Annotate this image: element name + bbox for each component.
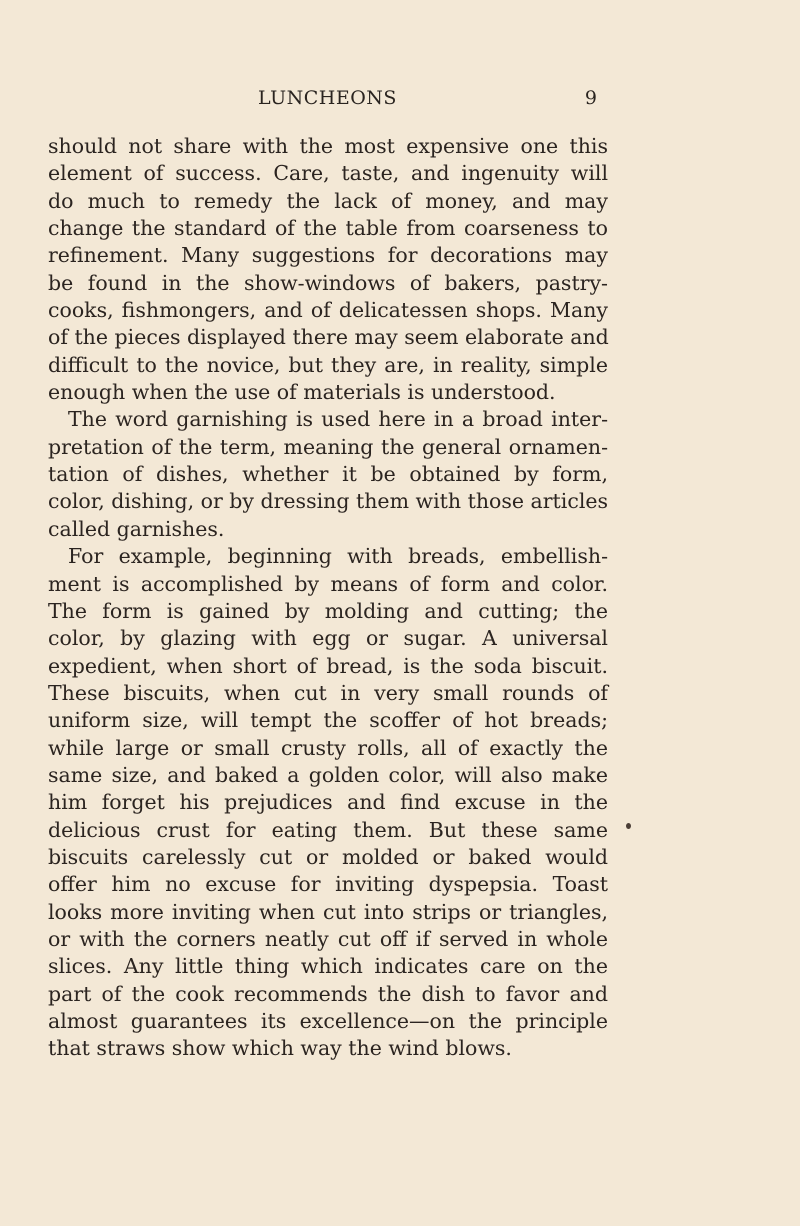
text-line: color, by glazing with egg or sugar. A universal (48, 626, 608, 651)
text-line: tation of dishes, whether it be obtained by form, (48, 462, 608, 487)
running-head: LUNCHEONS (258, 87, 397, 109)
text-line: slices. Any little thing which indicates care on the (48, 954, 608, 979)
page-body (48, 133, 608, 1063)
text-line: uniform size, will tempt the scoffer of hot breads; (48, 708, 608, 733)
text-line: These biscuits, when cut in very small rounds of (48, 680, 608, 705)
text-line: expedient, when short of bread, is the soda biscuit. (48, 653, 608, 678)
text-line: ment is accomplished by means of form and color. (48, 571, 608, 596)
text-line: called garnishes. (48, 516, 225, 541)
text-line: refinement. Many suggestions for decorations may (48, 243, 608, 268)
text-line: him forget his prejudices and find excuse in the (48, 790, 608, 815)
text-line: should not share with the most expensive one this (48, 134, 608, 158)
text-line: color, dishing, or by dressing them with those articles (48, 489, 609, 514)
text-line: delicious crust for eating them. But these same (48, 817, 608, 842)
text-line: The form is gained by molding and cutting; the (48, 598, 608, 623)
text-line: biscuits carelessly cut or molded or baked would (48, 844, 608, 869)
text-line: while large or small crusty rolls, all of exactly the (48, 735, 608, 760)
page-number: 9 (584, 87, 597, 109)
text-line: element of success. Care, taste, and ingenuity will (48, 161, 608, 186)
text-line: or with the corners neatly cut off if served in whole (48, 926, 608, 951)
text-line: that straws show which way the wind blows. (48, 1036, 512, 1061)
page-header (258, 87, 758, 117)
text-line: The word garnishing is used here in a broad inter- (68, 407, 608, 432)
text-line: enough when the use of materials is understood. (48, 380, 556, 405)
text-line: cooks, fishmongers, and of delicatessen shops. Many (48, 298, 608, 323)
text-line: difficult to the novice, but they are, in reality, simple (48, 352, 608, 377)
text-line: be found in the show-windows of bakers, pastry- (48, 270, 608, 295)
text-line: For example, beginning with breads, embellish- (68, 544, 608, 569)
text-line: of the pieces displayed there may seem elaborate and (48, 325, 609, 350)
text-line: change the standard of the table from coarseness to (48, 216, 608, 241)
ink-speck (626, 823, 631, 829)
text-line: do much to remedy the lack of money, and may (48, 188, 608, 213)
text-line: offer him no excuse for inviting dyspepsia. Toast (48, 872, 608, 897)
text-line: almost guarantees its excellence—on the principle (48, 1009, 608, 1033)
text-line: pretation of the term, meaning the general ornamen- (48, 434, 608, 459)
text-line: same size, and baked a golden color, will also make (48, 762, 608, 787)
text-line: part of the cook recommends the dish to favor and (48, 981, 608, 1006)
text-line: looks more inviting when cut into strips or triangles, (48, 899, 608, 924)
